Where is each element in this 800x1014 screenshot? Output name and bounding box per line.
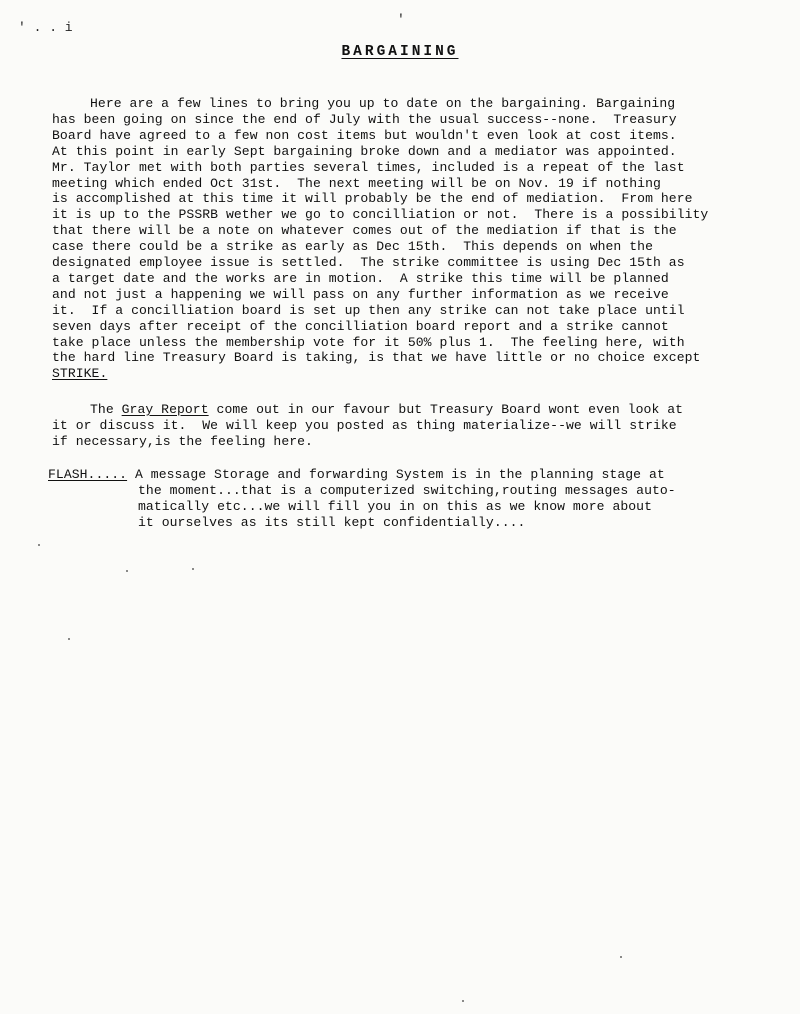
line-text: come out in our favour but Treasury Board wont even look at — [208, 402, 684, 417]
line-text: it is up to the PSSRB wether we go to concilliation or not. There is a possibility — [52, 207, 709, 223]
bargaining-paragraph-line — [52, 287, 669, 302]
underlined-text: FLASH..... — [48, 467, 128, 482]
line-text: meeting which ended Oct 31st. The next meeting will be on Nov. 19 if nothing — [52, 175, 661, 191]
paper-speck — [126, 570, 128, 572]
bargaining-paragraph-line — [52, 271, 669, 286]
line-text: is accomplished at this time it will probably be the end of mediation. From here — [52, 191, 693, 207]
bargaining-paragraph-line — [52, 350, 700, 365]
corner-mark: ' . . i — [18, 20, 73, 35]
bargaining-paragraph-line — [52, 335, 685, 350]
line-text: if necessary,is the feeling here. — [52, 433, 313, 449]
line-text: the moment...that is a computerized switching,routing messages auto- — [138, 482, 676, 498]
gray-report-paragraph-line — [52, 418, 677, 433]
line-text: case there could be a strike as early as Dec 15th. This depends on when the — [52, 239, 653, 255]
paper-speck — [68, 638, 70, 640]
page-title: BARGAINING — [341, 44, 459, 60]
flash-paragraph-line — [48, 467, 665, 482]
bargaining-paragraph-line — [52, 207, 708, 222]
line-text: take place unless the membership vote for it 50% plus 1. The feeling here, with — [52, 334, 685, 350]
line-text: seven days after receipt of the concilliation board report and a strike cannot — [52, 318, 669, 334]
line-text: has been going on since the end of July with the usual success--none. Treasury — [52, 111, 677, 127]
bargaining-paragraph-line — [90, 96, 675, 111]
line-text: Mr. Taylor met with both parties several times, included is a repeat of the last — [52, 159, 685, 175]
underlined-text: Gray Report — [121, 402, 209, 417]
paper-speck — [462, 1000, 464, 1002]
line-text: a target date and the works are in motion. A strike this time will be planned — [52, 270, 669, 286]
paper-speck — [620, 956, 622, 958]
line-text: and not just a happening we will pass on any further information as we receive — [52, 286, 669, 302]
flash-paragraph-line — [138, 499, 652, 514]
bargaining-paragraph-line — [52, 112, 677, 127]
paper-speck — [38, 544, 40, 546]
line-text: A message Storage and forwarding System is in the planning stage at — [127, 467, 665, 482]
line-text: designated employee issue is settled. The strike committee is using Dec 15th as — [52, 255, 685, 270]
line-text: the hard line Treasury Board is taking, is that we have little or no choice except — [52, 350, 701, 366]
bargaining-paragraph-line — [52, 319, 669, 334]
bargaining-paragraph-line — [52, 239, 653, 254]
flash-paragraph-line — [138, 515, 525, 530]
bargaining-paragraph-line — [52, 191, 693, 206]
line-text: that there will be a note on whatever comes out of the mediation if that is the — [52, 223, 677, 239]
bargaining-paragraph-line — [52, 255, 685, 270]
gray-report-paragraph-line — [90, 402, 683, 417]
line-text: Here are a few lines to bring you up to date on the bargaining. Bargaining — [90, 96, 676, 111]
bargaining-paragraph-line — [52, 366, 107, 381]
line-text: At this point in early Sept bargaining broke down and a mediator was appointed. — [52, 143, 677, 159]
bargaining-paragraph-line — [52, 160, 685, 175]
top-mark: ' — [397, 12, 405, 27]
line-text: Board have agreed to a few non cost items but wouldn't even look at cost items. — [52, 127, 677, 143]
line-text: it or discuss it. We will keep you posted as thing materialize--we will strike — [52, 417, 677, 433]
bargaining-paragraph-line — [52, 176, 661, 191]
underlined-text: STRIKE. — [52, 366, 108, 382]
paper-speck — [192, 568, 194, 570]
bargaining-paragraph-line — [52, 303, 685, 318]
bargaining-paragraph-line — [52, 128, 677, 143]
line-text: it ourselves as its still kept confidentially.... — [138, 514, 526, 530]
flash-paragraph-line — [138, 483, 676, 498]
line-text: it. If a concilliation board is set up then any strike can not take place until — [52, 302, 685, 318]
bargaining-paragraph-line — [52, 223, 677, 238]
gray-report-paragraph-line — [52, 434, 313, 449]
line-text: matically etc...we will fill you in on this as we know more about — [138, 498, 652, 514]
line-text: The — [90, 402, 122, 417]
bargaining-paragraph-line — [52, 144, 677, 159]
